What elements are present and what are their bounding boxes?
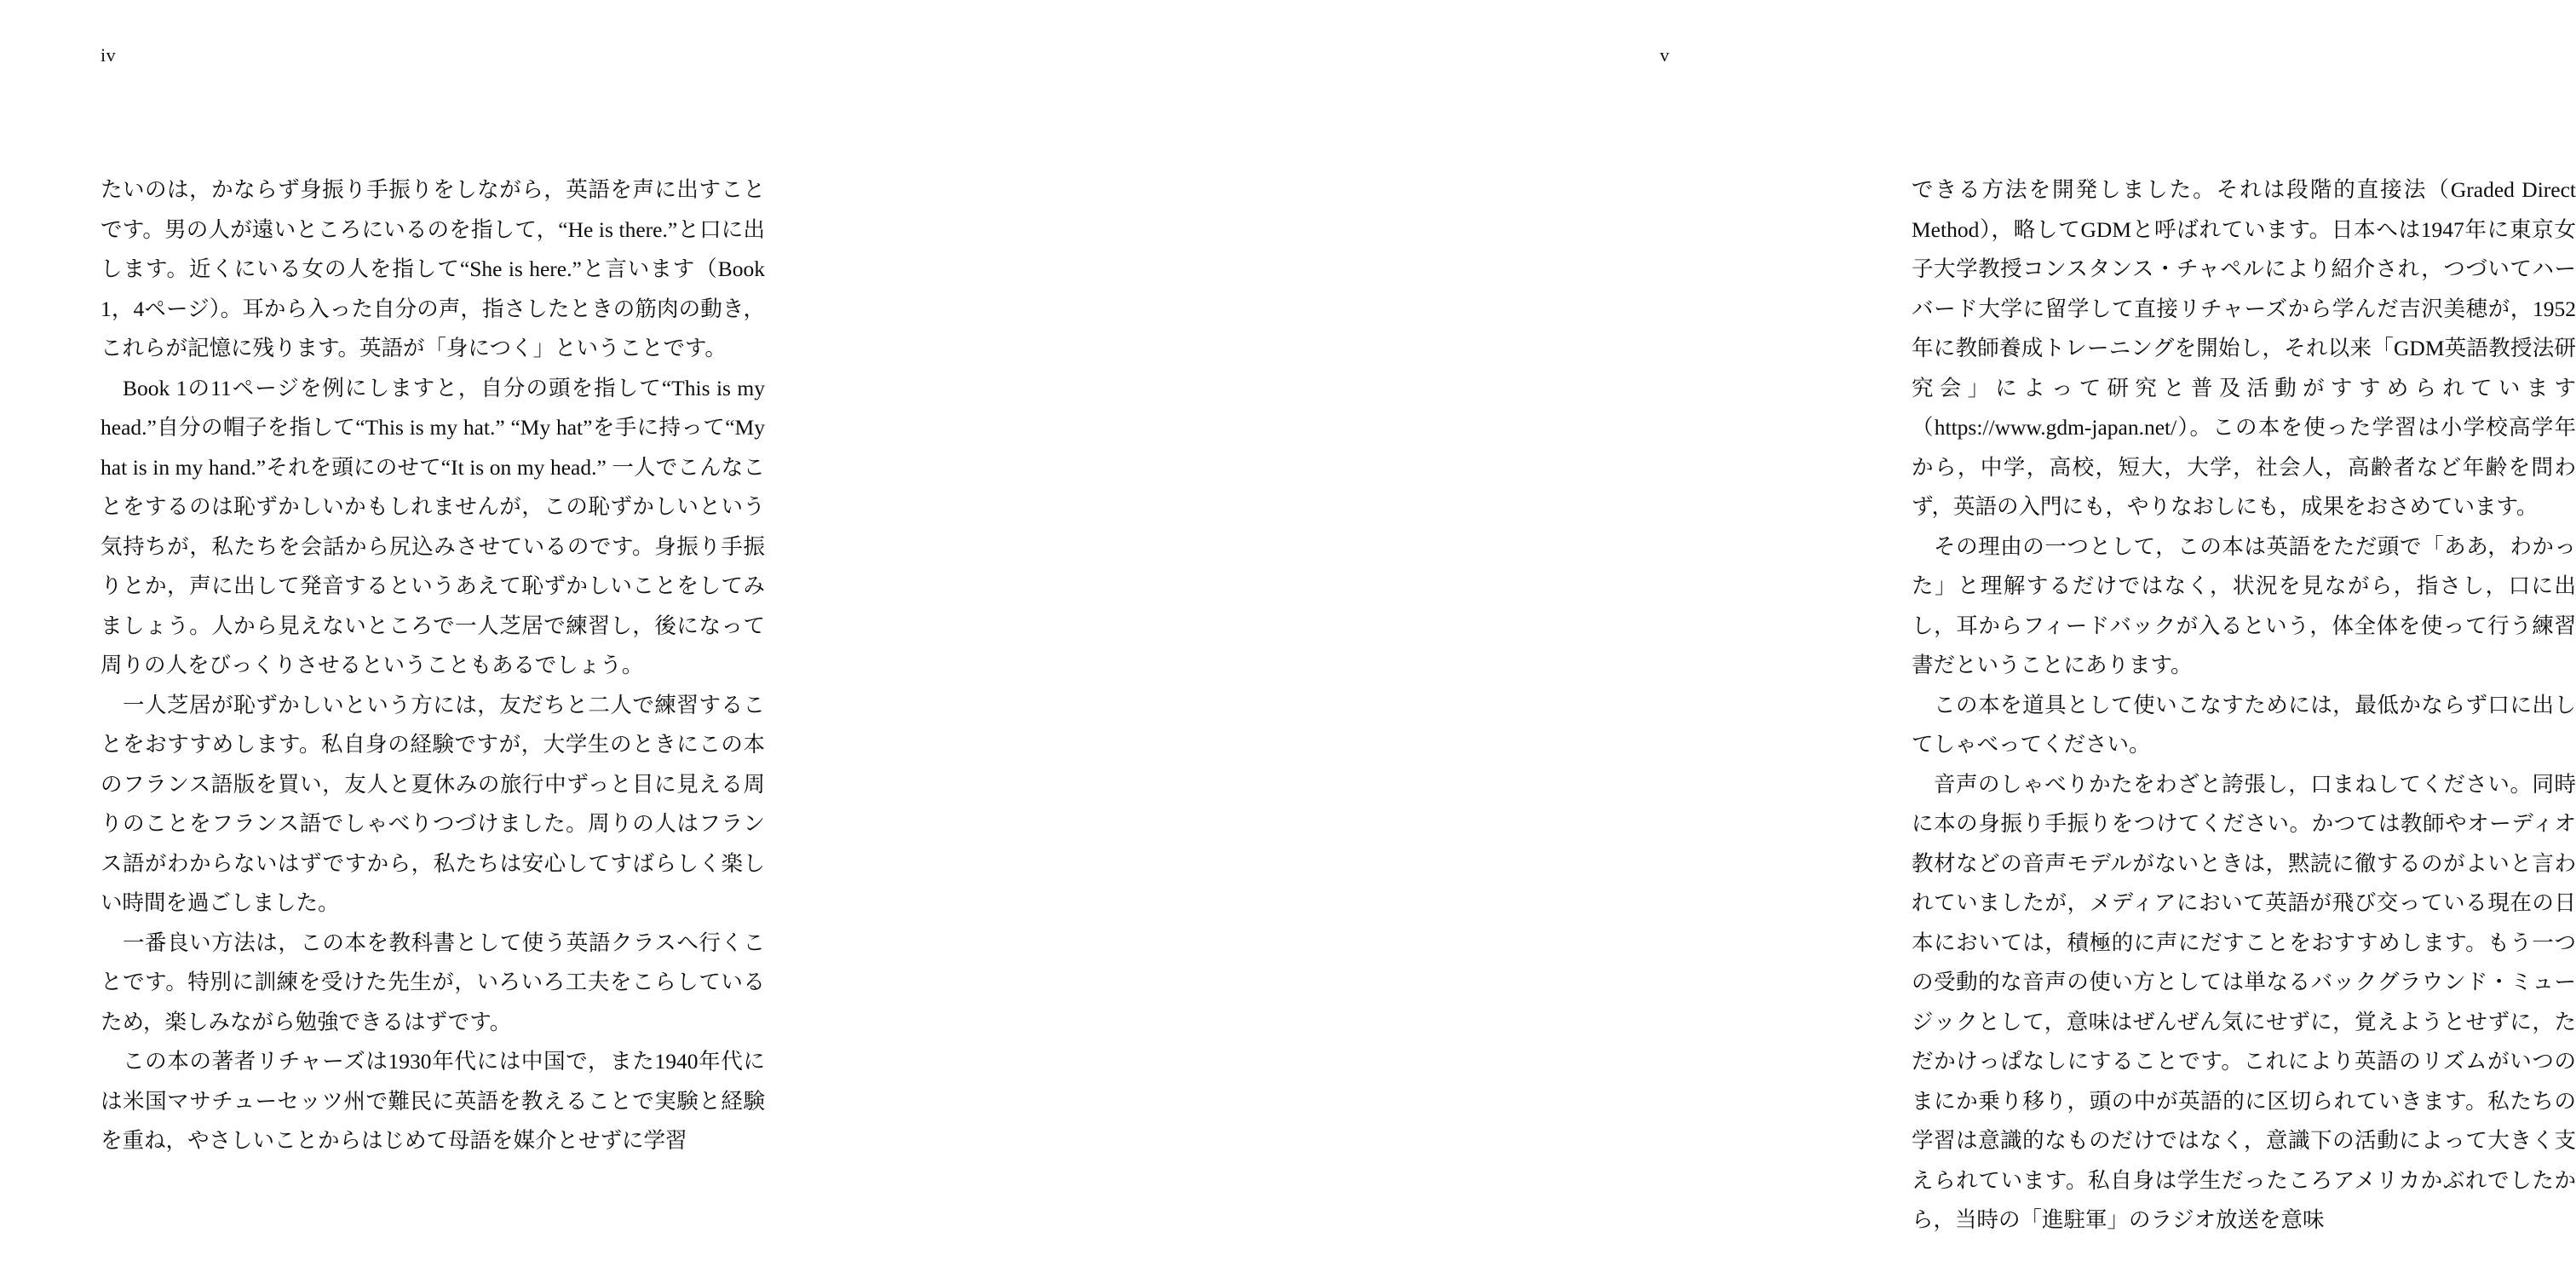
page-number-left: iv [101,44,117,66]
page-number-right: v [1659,44,1670,66]
paragraph: 一番良い方法は，この本を教科書として使う英語クラスへ行くことです。特別に訓練を受けた先生が，いろいろ工夫をこらしているため，楽しみながら勉強できるはずです。 [101,930,765,1034]
left-page [0,0,885,1261]
paragraph: Book 1の11ページを例にしますと，自分の頭を指して“This is my head.”自分の帽子を指して“This is my hat.” “My hat”を手に持って“My hat is in my hand.”それを頭にのせて“It is on my head.” 一人でこんなことをするのは恥ずかしいかもしれませんが，この恥ずかしいという気持ちが，私たちを会話から尻込みさせているのです。身振り手振りとか，声に出して発音するというあえて恥ずかしいことをしてみましょう。人から見えないところで一人芝居で練習し，後になって周りの人をびっくりさせるということもあるでしょう。 [101,375,765,677]
paragraph: 一人芝居が恥ずかしいという方には，友だちと二人で練習することをおすすめします。私自身の経験ですが，大学生のときにこの本のフランス語版を買い，友人と夏休みの旅行中ずっと目に見える周りのことをフランス語でしゃべりつづけました。周りの人はフランス語がわからないはずですから，私たちは安心してすばらしく楽しい時間を過ごしました。 [101,692,765,915]
right-page [885,0,2576,1261]
paragraph: できる方法を開発しました。それは段階的直接法（Graded Direct Method），略してGDMと呼ばれています。日本へは1947年に東京女子大学教授コンスタンス・チャペルにより紹介され，つづいてハーバード大学に留学して直接リチャーズから学んだ吉沢美穂が，1952年に教師養成トレーニングを開始し，それ以来「GDM英語教授法研究会」によって研究と普及活動がすすめられています（https://www.gdm-japan.net/）。この本を使った学習は小学校高学年から，中学，高校，短大，大学，社会人，高齢者など年齢を問わず，英語の入門にも，やりなおしにも，成果をおさめています。 [1912,177,2576,519]
left-page-textblock [101,170,765,1161]
right-page-textblock [1912,170,2576,1241]
paragraph: その理由の一つとして，この本は英語をただ頭で「ああ，わかった」と理解するだけではなく，状況を見ながら，指さし，口に出し，耳からフィードバックが入るという，体全体を使って行う練習書だということにあります。 [1912,533,2576,677]
paragraph: この本を道具として使いこなすためには，最低かならず口に出してしゃべってください。 [1912,692,2576,757]
paragraph: この本の著者リチャーズは1930年代には中国で，また1940年代には米国マサチューセッツ州で難民に英語を教えることで実験と経験を重ね，やさしいことからはじめて母語を媒介とせずに学習 [101,1049,765,1153]
paragraph: 音声のしゃべりかたをわざと誇張し，口まねしてください。同時に本の身振り手振りをつけてください。かつては教師やオーディオ教材などの音声モデルがないときは，黙読に徹するのがよいと言われていましたが，メディアにおいて英語が飛び交っている現在の日本においては，積極的に声にだすことをおすすめします。もう一つの受動的な音声の使い方としては単なるバックグラウンド・ミュージックとして，意味はぜんぜん気にせずに，覚えようとせずに，ただかけっぱなしにすることです。これにより英語のリズムがいつのまにか乗り移り，頭の中が英語的に区切られていきます。私たちの学習は意識的なものだけではなく，意識下の活動によって大きく支えられています。私自身は学生だったころアメリカかぶれでしたから，当時の「進駐軍」のラジオ放送を意味 [1912,771,2576,1232]
paragraph: たいのは，かならず身振り手振りをしながら，英語を声に出すことです。男の人が遠いところにいるのを指して，“He is there.”と口に出します。近くにいる女の人を指して“She is here.”と言います（Book 1，4ページ）。耳から入った自分の声，指さしたときの筋肉の動き，これらが記憶に残ります。英語が「身につく」ということです。 [101,177,765,360]
